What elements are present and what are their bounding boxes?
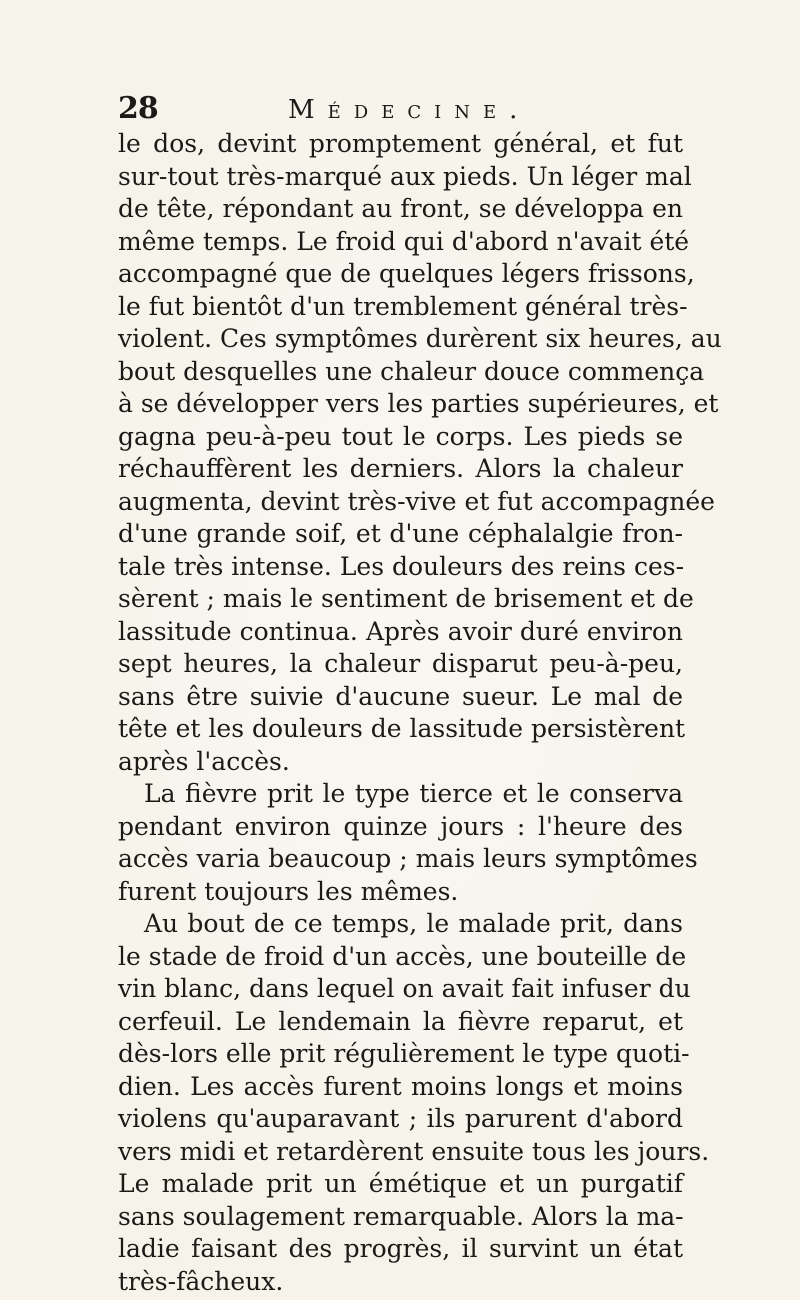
text-line: dien. Les accès furent moins longs et moins [118, 1071, 683, 1101]
text-line: violens qu'auparavant ; ils parurent d'abord [118, 1104, 683, 1133]
text-line: accès varia beaucoup ; mais leurs symptômes [118, 844, 698, 873]
paragraph-end-line: très-fâcheux. [118, 1266, 284, 1296]
text-line: de tête, répondant au front, se développa en [118, 194, 683, 223]
text-line: accompagné que de quelques légers frissons, [118, 259, 695, 288]
text-line: augmenta, devint très-vive et fut accompagnée [118, 486, 715, 516]
page-header [118, 92, 683, 128]
text-line: sans être suivie d'aucune sueur. Le mal de [118, 681, 683, 711]
paragraph-start-line: Au bout de ce temps, le malade prit, dans [144, 909, 683, 938]
text-line: Le malade prit un émétique et un purgatif [118, 1169, 683, 1198]
text-line: sur-tout très-marqué aux pieds. Un léger mal [118, 161, 692, 191]
text-line: gagna peu-à-peu tout le corps. Les pieds se [118, 421, 683, 451]
text-line: d'une grande soif, et d'une céphalalgie fron- [118, 519, 683, 548]
paragraph-start-line: La fièvre prit le type tierce et le conserva [144, 779, 683, 808]
text-line: tête et les douleurs de lassitude persistèrent [118, 714, 686, 743]
text-line: le fut bientôt d'un tremblement général très- [118, 291, 688, 321]
text-line: cerfeuil. Le lendemain la fièvre reparut, et [118, 1006, 683, 1036]
running-title: Médecine. [288, 95, 531, 125]
page-number: 28 [118, 91, 158, 126]
text-line: sèrent ; mais le sentiment de brisement et de [118, 584, 694, 613]
text-line: à se développer vers les parties supérieures, et [118, 389, 719, 418]
text-line: lassitude continua. Après avoir duré environ [118, 616, 683, 646]
text-line: sans soulagement remarquable. Alors la ma- [118, 1201, 684, 1231]
text-line: même temps. Le froid qui d'abord n'avait été [118, 226, 690, 256]
text-line: tale très intense. Les douleurs des reins ces- [118, 551, 685, 581]
text-line: bout desquelles une chaleur douce commença [118, 356, 705, 386]
text-line: pendant environ quinze jours : l'heure des [118, 811, 683, 841]
text-line: vin blanc, dans lequel on avait fait infuser du [118, 974, 691, 1003]
paragraph-end-line: furent toujours les mêmes. [118, 876, 459, 906]
text-line: le stade de froid d'un accès, une bouteille de [118, 941, 687, 971]
text-line: ladie faisant des progrès, il survint un état [118, 1234, 683, 1263]
text-line: le dos, devint promptement général, et fut [118, 129, 683, 158]
paragraph-end-line: après l'accès. [118, 746, 290, 776]
text-line: violent. Ces symptômes durèrent six heures, au [118, 324, 722, 353]
text-line: sept heures, la chaleur disparut peu-à-peu, [118, 649, 683, 678]
text-line: vers midi et retardèrent ensuite tous les jours. [118, 1136, 710, 1166]
text-line: réchauffèrent les derniers. Alors la chaleur [118, 454, 683, 483]
text-line: dès-lors elle prit régulièrement le type quoti- [118, 1039, 690, 1068]
body-text [118, 128, 722, 1298]
